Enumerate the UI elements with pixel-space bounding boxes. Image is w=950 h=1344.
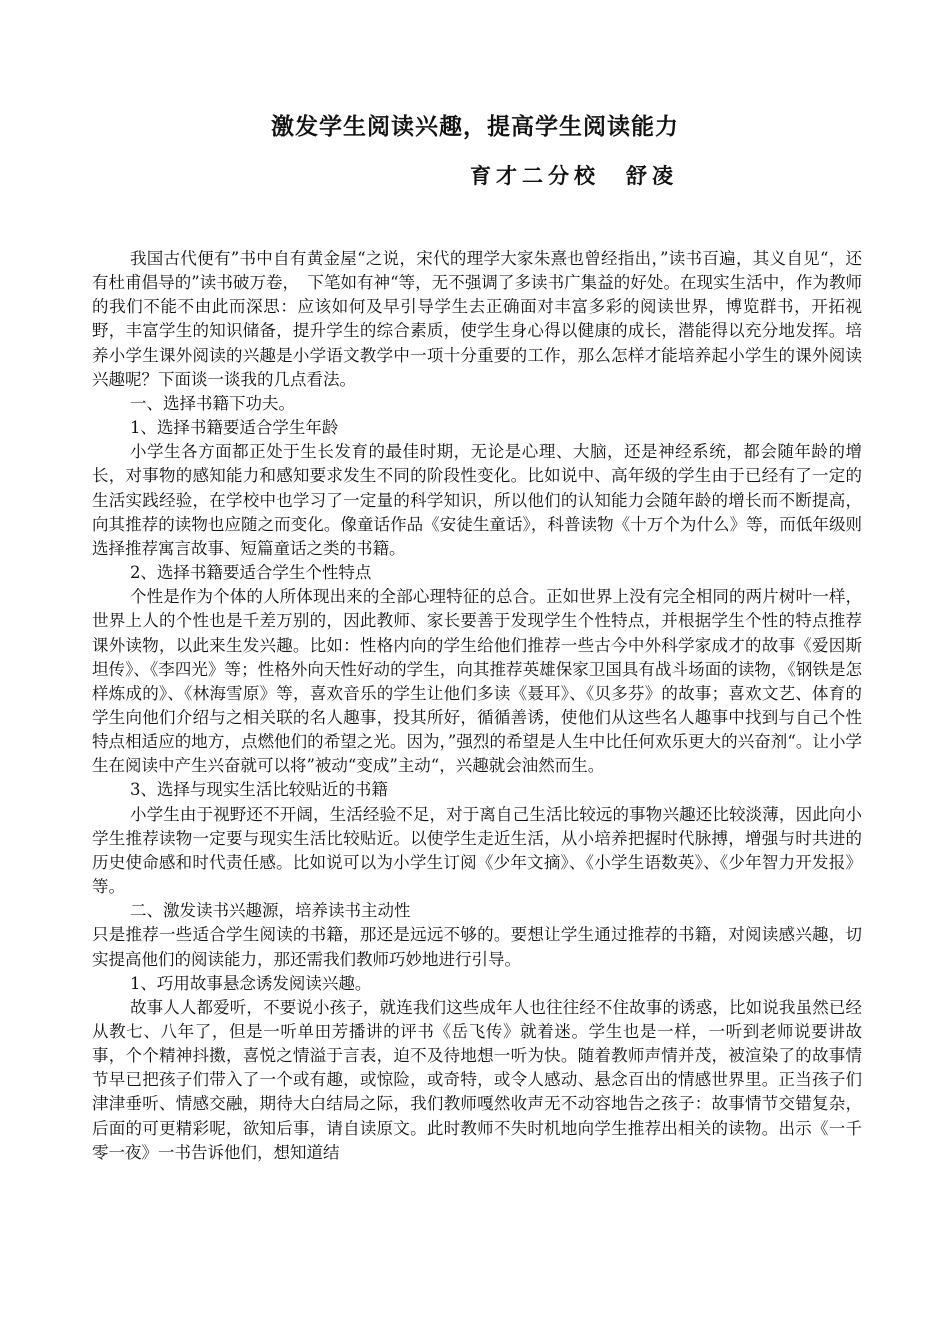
heading-section-2: 二、激发读书兴趣源，培养读书主动性 [129, 901, 411, 921]
heading-section-1-3: 3、选择与现实生活比较贴近的书籍 [129, 780, 388, 800]
paragraph-intro: 我国古代便有”书中自有黄金屋“之说，宋代的理学大家朱熹也曾经指出，”读书百遍，其义自见“，还有杜甫倡导的”读书破万卷， 下笔如有神“等，无不强调了多读书广集益的好处。在现实生活中，作为教师的我们不能不由此而深思：应该如何及早引导学生去正确面对丰富多彩的阅读世界，博览群书，开拓视野，丰富学生的知识储备，提升学生的综合素质，使学生身心得以健康的成长，潜能得以充分地发挥。培养小学生课外阅读的兴趣是小学语文教学中一项十分重要的工作，那么怎样才能培养起小学生的课外阅读兴趣呢？下面谈一谈我的几点看法。 [92, 249, 862, 389]
heading-section-1: 一、选择书籍下功夫。 [129, 393, 295, 413]
document-title: 激发学生阅读兴趣，提高学生阅读能力 [271, 114, 679, 140]
author-line: 育才二分校 舒凌 [470, 163, 678, 188]
paragraph-personality: 个性是作为个体的人所体现出来的全部心理特征的总合。正如世界上没有完全相同的两片树叶一样，世界上人的个性也是千差万别的，因此教师、家长要善于发现学生个性特点，并根据学生个性的特点推荐课外读物，以此来生发兴趣。比如：性格内向的学生给他们推荐一些古今中外科学家成才的故事《爱因斯坦传》、《李四光》等；性格外向天性好动的学生，向其推荐英雄保家卫国具有战斗场面的读物，《钢铁是怎样炼成的》、《林海雪原》等，喜欢音乐的学生让他们多读《聂耳》、《贝多芬》的故事；喜欢文艺、体育的学生向他们介绍与之相关联的名人趣事，投其所好，循循善诱，使他们从这些名人趣事中找到与自己个性特点相适应的地方，点燃他们的希望之光。因为，”强烈的希望是人生中比任何欢乐更大的兴奋剂“。让小学生在阅读中产生兴奋就可以将”被动“变成”主动“，兴趣就会油然而生。 [92, 587, 862, 776]
paragraph-real-life: 小学生由于视野还不开阔，生活经验不足，对于离自己生活比较远的事物兴趣还比较淡薄，因此向小学生推荐读物一定要与现实生活比较贴近。以使学生走近生活，从小培养把握时代脉搏，增强与时共进的历史使命感和时代责任感。比如说可以为小学生订阅《少年文摘》、《小学生语数英》、《少年智力开发报》等。 [92, 804, 862, 897]
heading-section-1-2: 2、选择书籍要适合学生个性特点 [129, 563, 372, 583]
heading-section-2-1: 1、巧用故事悬念诱发阅读兴趣。 [129, 973, 372, 993]
paragraph-story: 故事人人都爱听，不要说小孩子，就连我们这些成年人也往往经不住故事的诱惑，比如说我虽然已经从教七、八年了，但是一听单田芳播讲的评书《岳飞传》就着迷。学生也是一样，一听到老师说要讲故事，个个精神抖擞，喜悦之情溢于言表，迫不及待地想一听为快。随着教师声情并茂，被渲染了的故事情节早已把孩子们带入了一个或有趣，或惊险，或奇特，或令人感动、悬念百出的情感世界里。正当孩子们津津垂听、情感交融，期待大白结局之际，我们教师嘎然收声无不动容地告之孩子：故事情节交错复杂，后面的可更精彩呢，欲知后事，请自读原文。此时教师不失时机地向学生推荐出相关的读物。出示《一千零一夜》一书告诉他们，想知道结 [92, 997, 862, 1162]
document-body [92, 247, 862, 1165]
paragraph-guidance: 只是推荐一些适合学生阅读的书籍，那还是远远不够的。要想让学生通过推荐的书籍，对阅读感兴趣，切实提高他们的阅读能力，那还需我们教师巧妙地进行引导。 [92, 925, 862, 969]
paragraph-age: 小学生各方面都正处于生长发育的最佳时期，无论是心理、大脑，还是神经系统，都会随年龄的增长，对事物的感知能力和感知要求发生不同的阶段性变化。比如说中、高年级的学生由于已经有了一定的生活实践经验，在学校中也学习了一定量的科学知识，所以他们的认知能力会随年龄的增长而不断提高，向其推荐的读物也应随之而变化。像童话作品《安徒生童话》，科普读物《十万个为什么》等，而低年级则选择推荐寓言故事、短篇童话之类的书籍。 [92, 442, 862, 558]
heading-section-1-1: 1、选择书籍要适合学生年龄 [129, 418, 339, 438]
